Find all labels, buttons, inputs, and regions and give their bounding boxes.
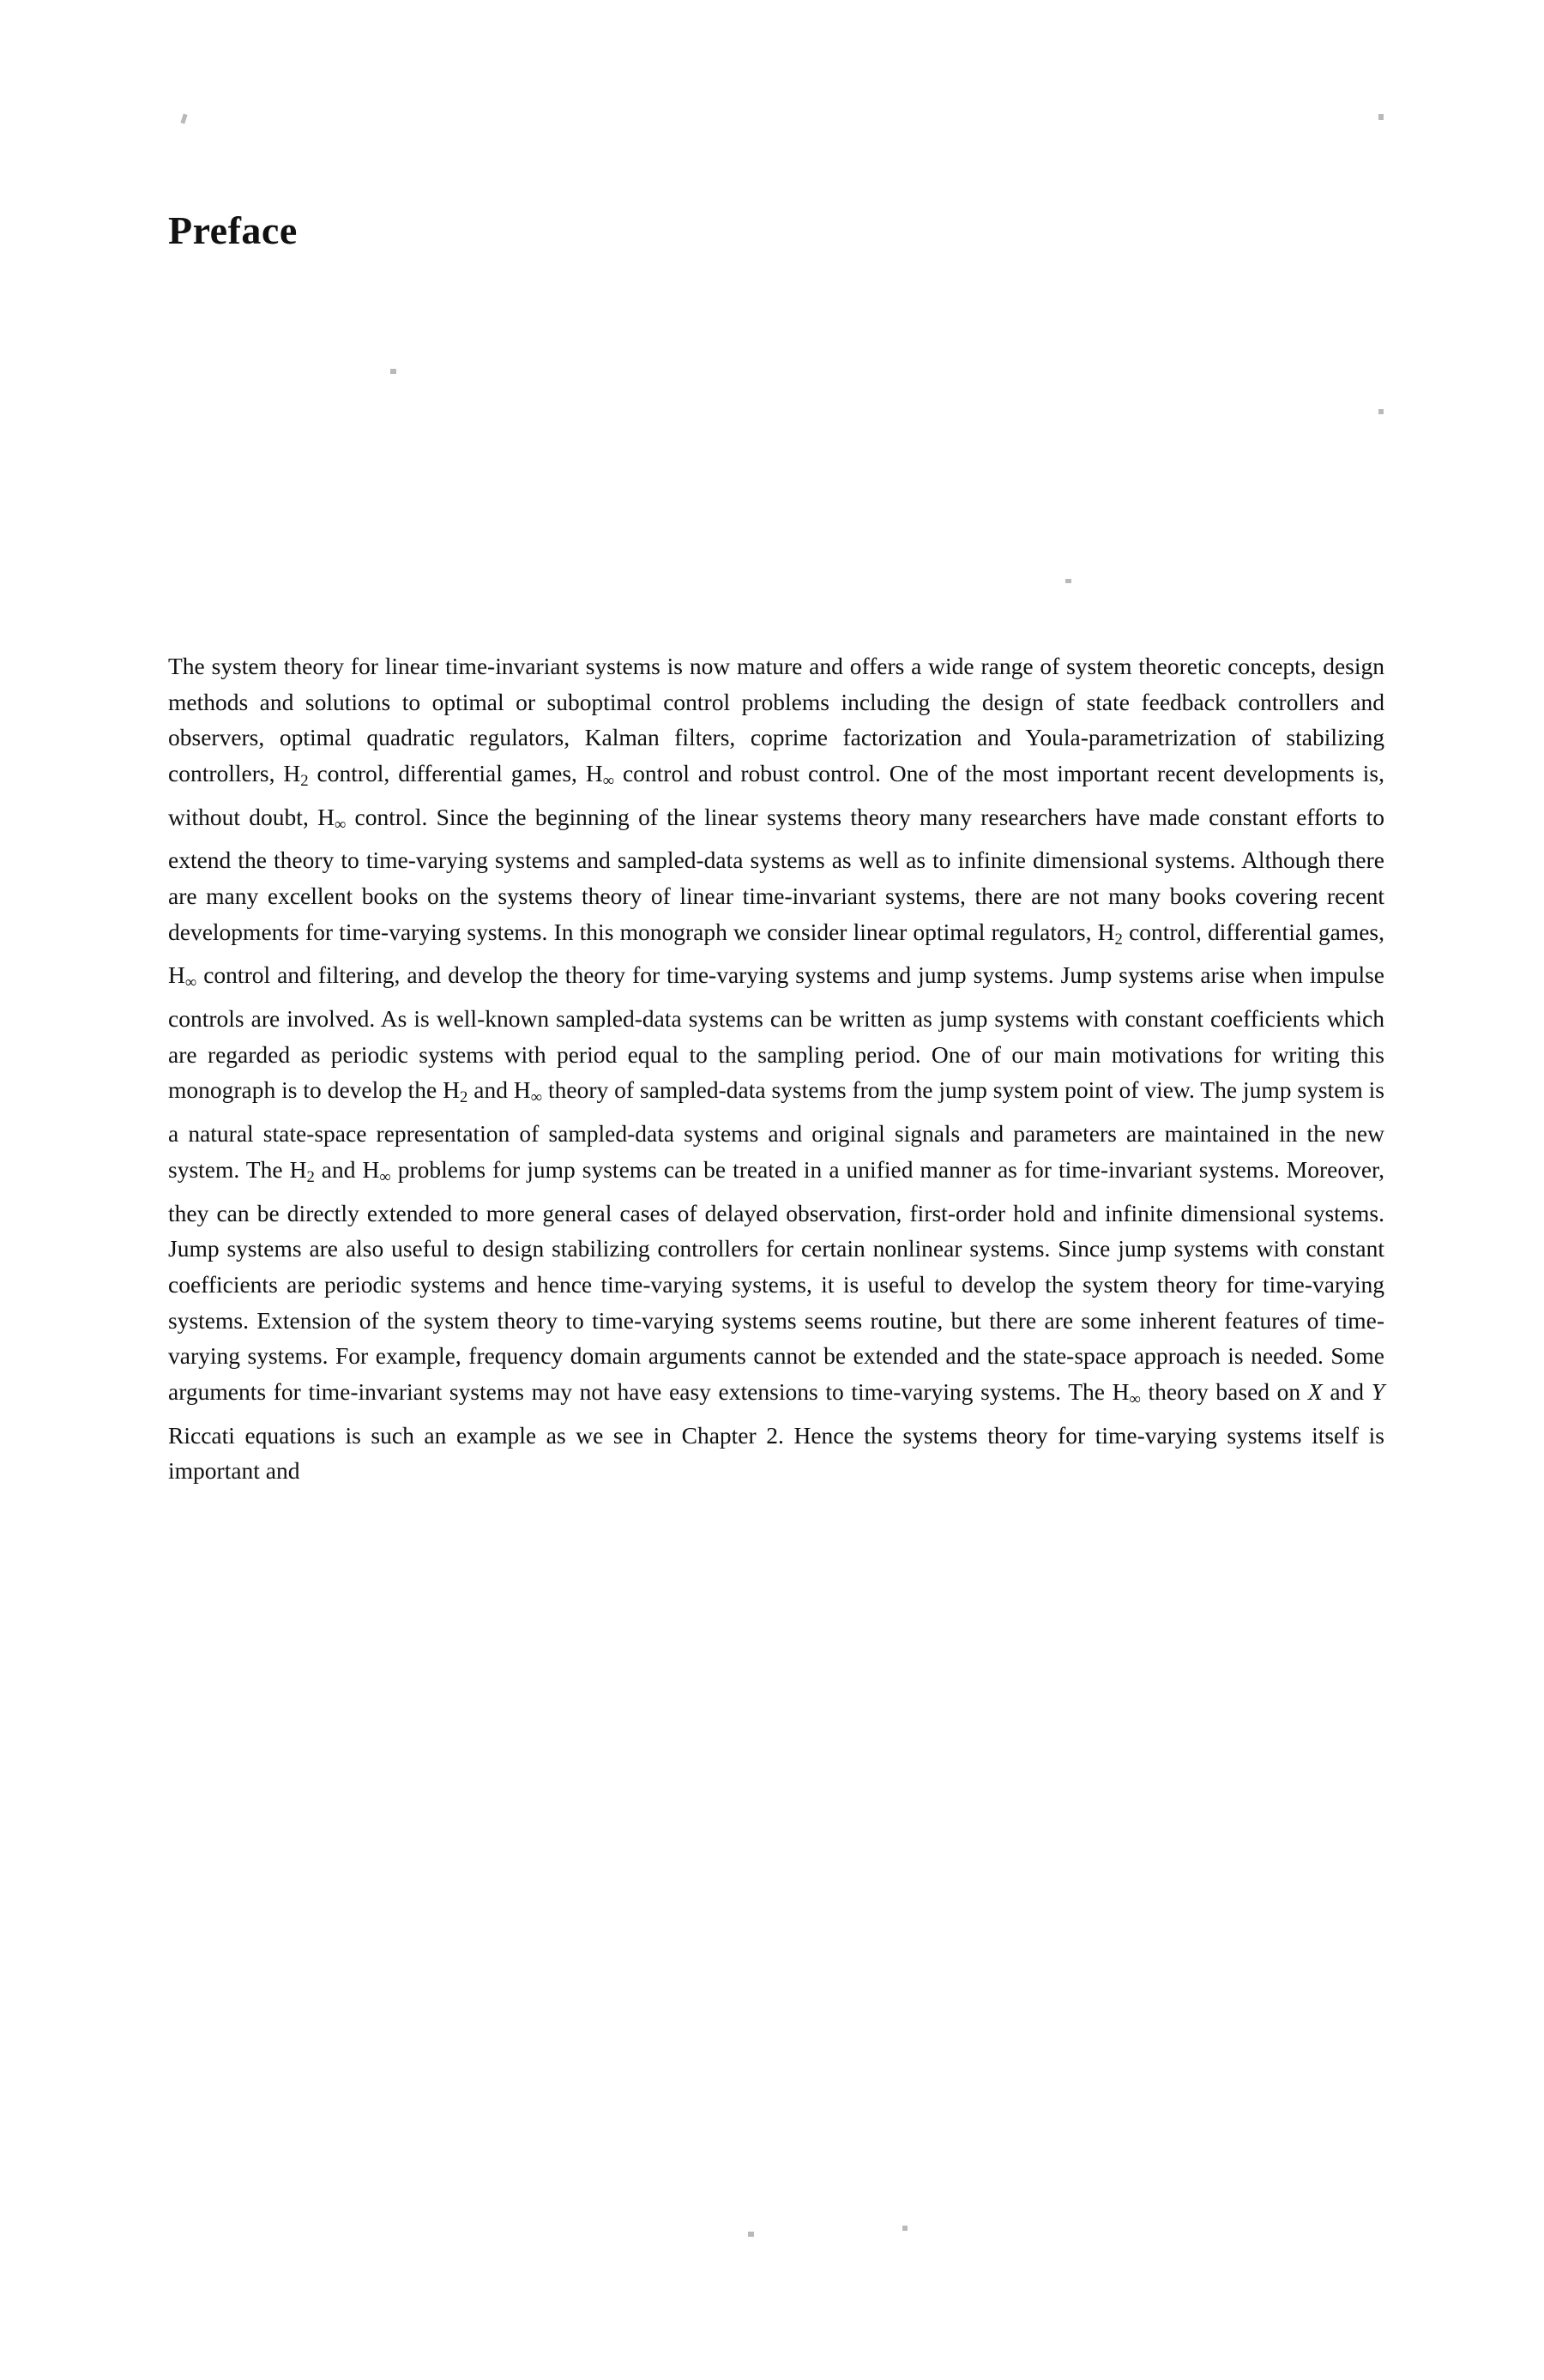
scan-artifact [1065,579,1071,583]
scan-artifact [1378,409,1384,414]
scan-artifact [1378,114,1384,120]
preface-paragraph: The system theory for linear time-invariant systems is now mature and offers a wide range of system theoretic concepts, design methods and solutions to optimal or suboptimal control problems including the design of state feedback controllers and observers, optimal quadratic regulators, Kalman filters, coprime factorization and Youla-parametrization of stabilizing controllers, $H_2$ control, differential games, $H_\infty$ control and robust control. One of the most important recent developments is, without doubt, $H_\infty$ control. Since the beginning of the linear systems theory many researchers have made constant efforts to extend the theory to time-varying systems and sampled-data systems as well as to infinite dimensional systems. Although there are many excellent books on the systems theory of linear time-invariant systems, there are not many books covering recent developments for time-varying systems. In this monograph we consider linear optimal regulators, $H_2$ control, differential games, $H_\infty$ control and filtering, and develop the theory for time-varying systems and jump systems. Jump systems arise when impulse controls are involved. As is well-known sampled-data systems can be written as jump systems with constant coefficients which are regarded as periodic systems with period equal to the sampling period. One of our main motivations for writing this monograph is to develop the $H_2$ and $H_\infty$ theory of sampled-data systems from the jump system point of view. The jump system is a natural state-space representation of sampled-data systems and original signals and parameters are maintained in the new system. The $H_2$ and $H_\infty$ problems for jump systems can be treated in a unified manner as for time-invariant systems. Moreover, they can be directly extended to more general cases of delayed observation, first-order hold and infinite dimensional systems. Jump systems are also useful to design stabilizing controllers for certain nonlinear systems. Since jump systems with constant coefficients are periodic systems and hence time-varying systems, it is useful to develop the system theory for time-varying systems. Extension of the system theory to time-varying systems seems routine, but there are some inherent features of time-varying systems. For example, frequency domain arguments cannot be extended and the state-space approach is needed. Some arguments for time-invariant systems may not have easy extensions to time-varying systems. The $H_\infty$ theory based on X and Y Riccati equations is such an example as we see in Chapter 2. Hence the systems theory for time-varying systems itself is important and [168,653,1385,1485]
scan-artifact [902,2226,908,2231]
page-title: Preface [168,208,298,252]
scan-artifact [748,2232,754,2237]
preface-body [168,648,1384,1489]
scan-artifact [180,113,187,124]
scan-artifact [390,369,396,374]
